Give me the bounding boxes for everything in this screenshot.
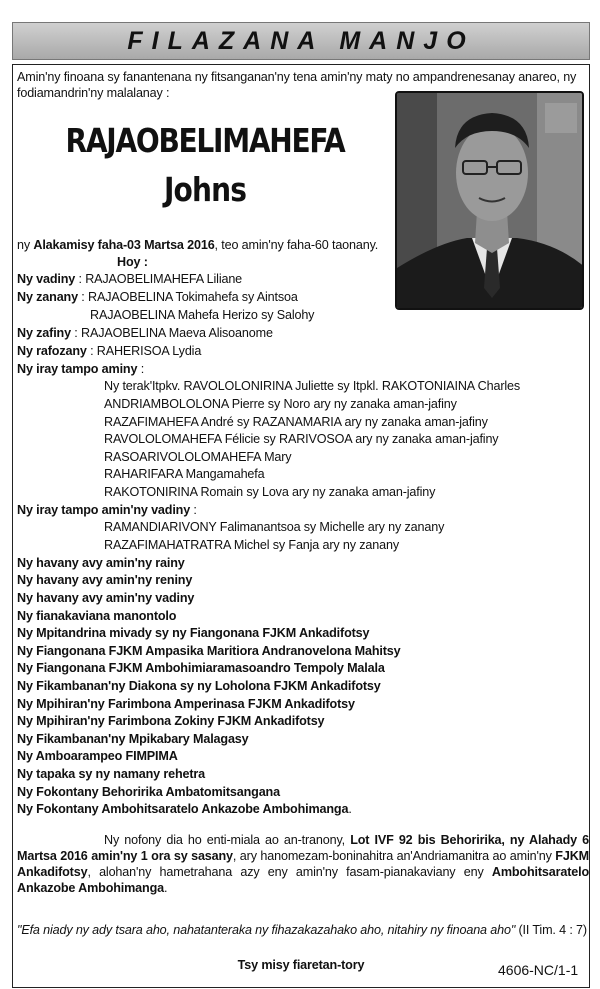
banner — [12, 22, 590, 60]
iray-tampo-item: RAHARIFARA Mangamahefa — [104, 467, 265, 481]
death-pre: ny — [17, 238, 31, 252]
iray-tampo-item: RASOARIVOLOLOMAHEFA Mary — [104, 450, 292, 464]
group-item: Ny Mpihiran'ny Farimbona Zokiny FJKM Ankadifotsy — [17, 714, 325, 728]
group-item: Ny Mpitandrina mivady sy ny Fiangonana FJKM Ankadifotsy — [17, 626, 370, 640]
group-item: Ny havany avy amin'ny vadiny — [17, 591, 195, 605]
intro-text: Amin'ny finoana sy fanantenana ny fitsanganan'ny tena amin'ny maty no ampandrenesanay anareo, ny fodiamandrin'ny malalanay : — [17, 70, 577, 100]
iray-tampo-item: RAZAFIMAHEFA André sy RAZANAMARIA ary ny zanaka aman-jafiny — [104, 415, 488, 429]
death-post: , teo amin'ny faha-60 taonany. — [214, 238, 379, 252]
group-item: Ny Amboarampeo FIMPIMA — [17, 749, 178, 763]
funeral-location-time: Lot IVF 92 bis Behoririka, ny Alahady 6 Martsa 2016 amin'ny 1 ora sy sasany — [17, 833, 589, 863]
group-item: Ny Fiangonana FJKM Ambohimiaramasoandro Tempoly Malala — [17, 661, 385, 675]
notice-reference: 4606-NC/1-1 — [498, 962, 579, 978]
group-item: Ny Fokontany Behoririka Ambatomitsangana — [17, 785, 280, 799]
vadiny-label: Ny vadiny — [17, 272, 76, 286]
group-item: Ny fianakaviana manontolo — [17, 609, 177, 623]
iray-tampo-item: RAVOLOLOMAHEFA Félicie sy RARIVOSOA ary ny zanaka aman-jafiny — [104, 432, 499, 446]
zanany-value-1: : RAJAOBELINA Tokimahefa sy Aintsoa — [77, 290, 298, 304]
deceased-surname: RAJAOBELIMAHEFA — [65, 121, 345, 160]
funeral-church: FJKM Ankadifotsy — [17, 849, 589, 879]
banner-title: FILAZANA MANJO — [127, 27, 475, 55]
group-item: Ny Mpihiran'ny Farimbona Amperinasa FJKM Ankadifotsy — [17, 697, 355, 711]
zanany-label: Ny zanany — [17, 290, 78, 304]
iray-tampo-label: Ny iray tampo aminy — [17, 362, 138, 376]
zanany-value-2: RAJAOBELINA Mahefa Herizo sy Salohy — [90, 308, 315, 322]
funeral-text-1: Ny nofony dia ho enti-miala ao an-tranony, — [104, 833, 351, 847]
death-line — [17, 237, 589, 253]
iray-tampo-vadiny-item: RAMANDIARIVONY Falimanantsoa sy Michelle ary ny zanany — [104, 520, 445, 534]
verse-reference: (II Tim. 4 : 7) — [515, 923, 587, 937]
iray-tampo-item: ANDRIAMBOLOLONA Pierre sy Noro ary ny zanaka aman-jafiny — [104, 397, 457, 411]
funeral-paragraph — [17, 832, 589, 896]
zafiny-label: Ny zafiny — [17, 326, 71, 340]
closing-note: Tsy misy fiaretan-tory — [237, 958, 365, 972]
rafozany-line — [17, 343, 589, 359]
funeral-text-2: , ary hanomezam-boninahitra an'Andriamanitra ao amin'ny — [232, 849, 556, 863]
verse-quote: "Efa niady ny ady tsara aho, nahatanteraka ny fihazakazahako aho, nitahiry ny finoana aho" — [17, 923, 516, 937]
bible-verse — [17, 922, 589, 938]
iray-tampo-line: Ny iray tampo aminy : — [17, 362, 145, 376]
vadiny-value: : RAJAOBELIMAHEFA Liliane — [75, 272, 243, 286]
group-end-period: . — [348, 802, 352, 816]
group-item: Ny Fikambanan'ny Mpikabary Malagasy — [17, 732, 249, 746]
zafiny-value: : RAJAOBELINA Maeva Alisoanome — [70, 326, 273, 340]
group-item: Ny Fiangonana FJKM Ampasika Maritiora Andranovelona Mahitsy — [17, 644, 401, 658]
iray-tampo-item: Ny terak'Itpkv. RAVOLOLONIRINA Juliette sy Itpkl. RAKOTONIAINA Charles — [104, 379, 521, 393]
deceased-firstname: Johns — [163, 170, 247, 209]
iray-tampo-vadiny-line: Ny iray tampo amin'ny vadiny : — [17, 503, 197, 517]
funeral-burial-place: Ambohitsaratelo Ankazobe Ambohimanga — [17, 865, 589, 895]
rafozany-value: : RAHERISOA Lydia — [86, 344, 202, 358]
vadiny-line — [17, 271, 589, 287]
group-item: Ny havany avy amin'ny reniny — [17, 573, 193, 587]
funeral-text-4: . — [163, 881, 168, 895]
funeral-text-3: , alohan'ny hametrahana azy eny amin'ny fasam-pianakaviany eny — [87, 865, 492, 879]
group-item: Ny havany avy amin'ny rainy — [17, 556, 185, 570]
zanany-line — [17, 289, 589, 305]
group-item: Ny tapaka sy ny namany rehetra — [17, 767, 205, 781]
group-item: Ny Fikambanan'ny Diakona sy ny Loholona FJKM Ankadifotsy — [17, 679, 381, 693]
hoy-label: Hoy : — [117, 255, 148, 269]
iray-tampo-item: RAKOTONIRINA Romain sy Lova ary ny zanaka aman-jafiny — [104, 485, 436, 499]
group-item: Ny Fokontany Ambohitsaratelo Ankazobe Ambohimanga — [17, 802, 349, 816]
group-item-last — [17, 801, 589, 817]
rafozany-label: Ny rafozany — [17, 344, 87, 358]
zafiny-line — [17, 325, 589, 341]
death-date: Alakamisy faha-03 Martsa 2016 — [33, 238, 215, 252]
iray-tampo-vadiny-label: Ny iray tampo amin'ny vadiny — [17, 503, 191, 517]
iray-tampo-vadiny-item: RAZAFIMAHATRATRA Michel sy Fanja ary ny zanany — [104, 538, 399, 552]
